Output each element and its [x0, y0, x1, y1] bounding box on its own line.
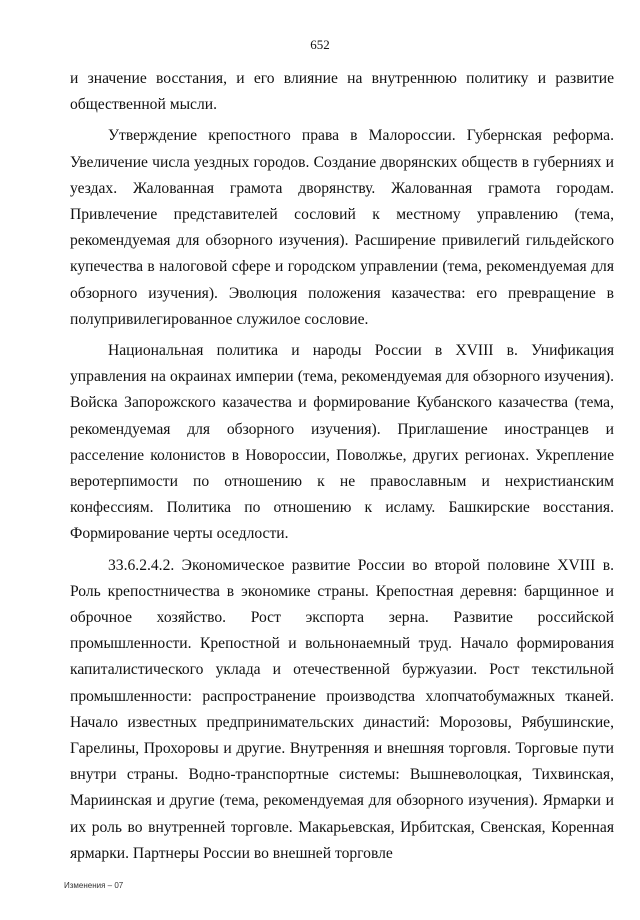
paragraph-economic-development: 33.6.2.4.2. Экономическое развитие России во второй половине XVIII в. Роль крепостничества в экономике страны. Крепостная деревня: барщинное и оброчное хозяйство. Рост экспорта зерна. Развитие российской промышленности. Крепостной и вольнонаемный труд. Начало формирования капиталистического уклада и отечественной буржуазии. Рост текстильной промышленности: распространение производства хлопчатобумажных тканей. Начало известных предпринимательских династий: Морозовы, Рябушинские, Гарелины, Прохоровы и другие. Внутренняя и внешняя торговля. Торговые пути внутри страны. Водно-транспортные системы: Вышневолоцкая, Тихвинская, Мариинская и другие (тема, рекомендуемая для обзорного изучения). Ярмарки и их роль во внутренней торговле. Макарьевская, Ирбитская, Свенская, Коренная ярмарки. Партнеры России во внешней торговле — [70, 556, 614, 862]
page-number: 652 — [310, 37, 330, 52]
paragraph-malorossiya: Утверждение крепостного права в Малороссии. Губернская реформа. Увеличение числа уездных городов. Создание дворянских обществ в губерниях и уездах. Жалованная грамота дворянству. Жалованная грамота городам. Привлечение представителей сословий к местному управлению (тема, рекомендуемая для обзорного изучения). Расширение привилегий гильдейского купечества в налоговой сфере и городском управлении (тема, рекомендуемая для обзорного изучения). Эволюция положения казачества: его превращение в полупривилегированное служилое сословие. — [70, 127, 614, 328]
footer-changes-note: Изменения – 07 — [64, 881, 124, 890]
document-body — [70, 66, 614, 872]
paragraph-national-policy: Национальная политика и народы России в XVIII в. Унификация управления на окраинах империи (тема, рекомендуемая для обзорного изучения). Войска Запорожского казачества и формирование Кубанского казачества (тема, рекомендуемая для обзорного изучения). Приглашение иностранцев и расселение колонистов в Новороссии, Поволжье, других регионах. Укрепление веротерпимости по отношению к не православным и нехристианским конфессиям. Политика по отношению к исламу. Башкирские восстания. Формирование черты оседлости. — [70, 342, 614, 543]
paragraph-continuation: и значение восстания, и его влияние на внутреннюю политику и развитие общественной мысли. — [70, 70, 614, 114]
